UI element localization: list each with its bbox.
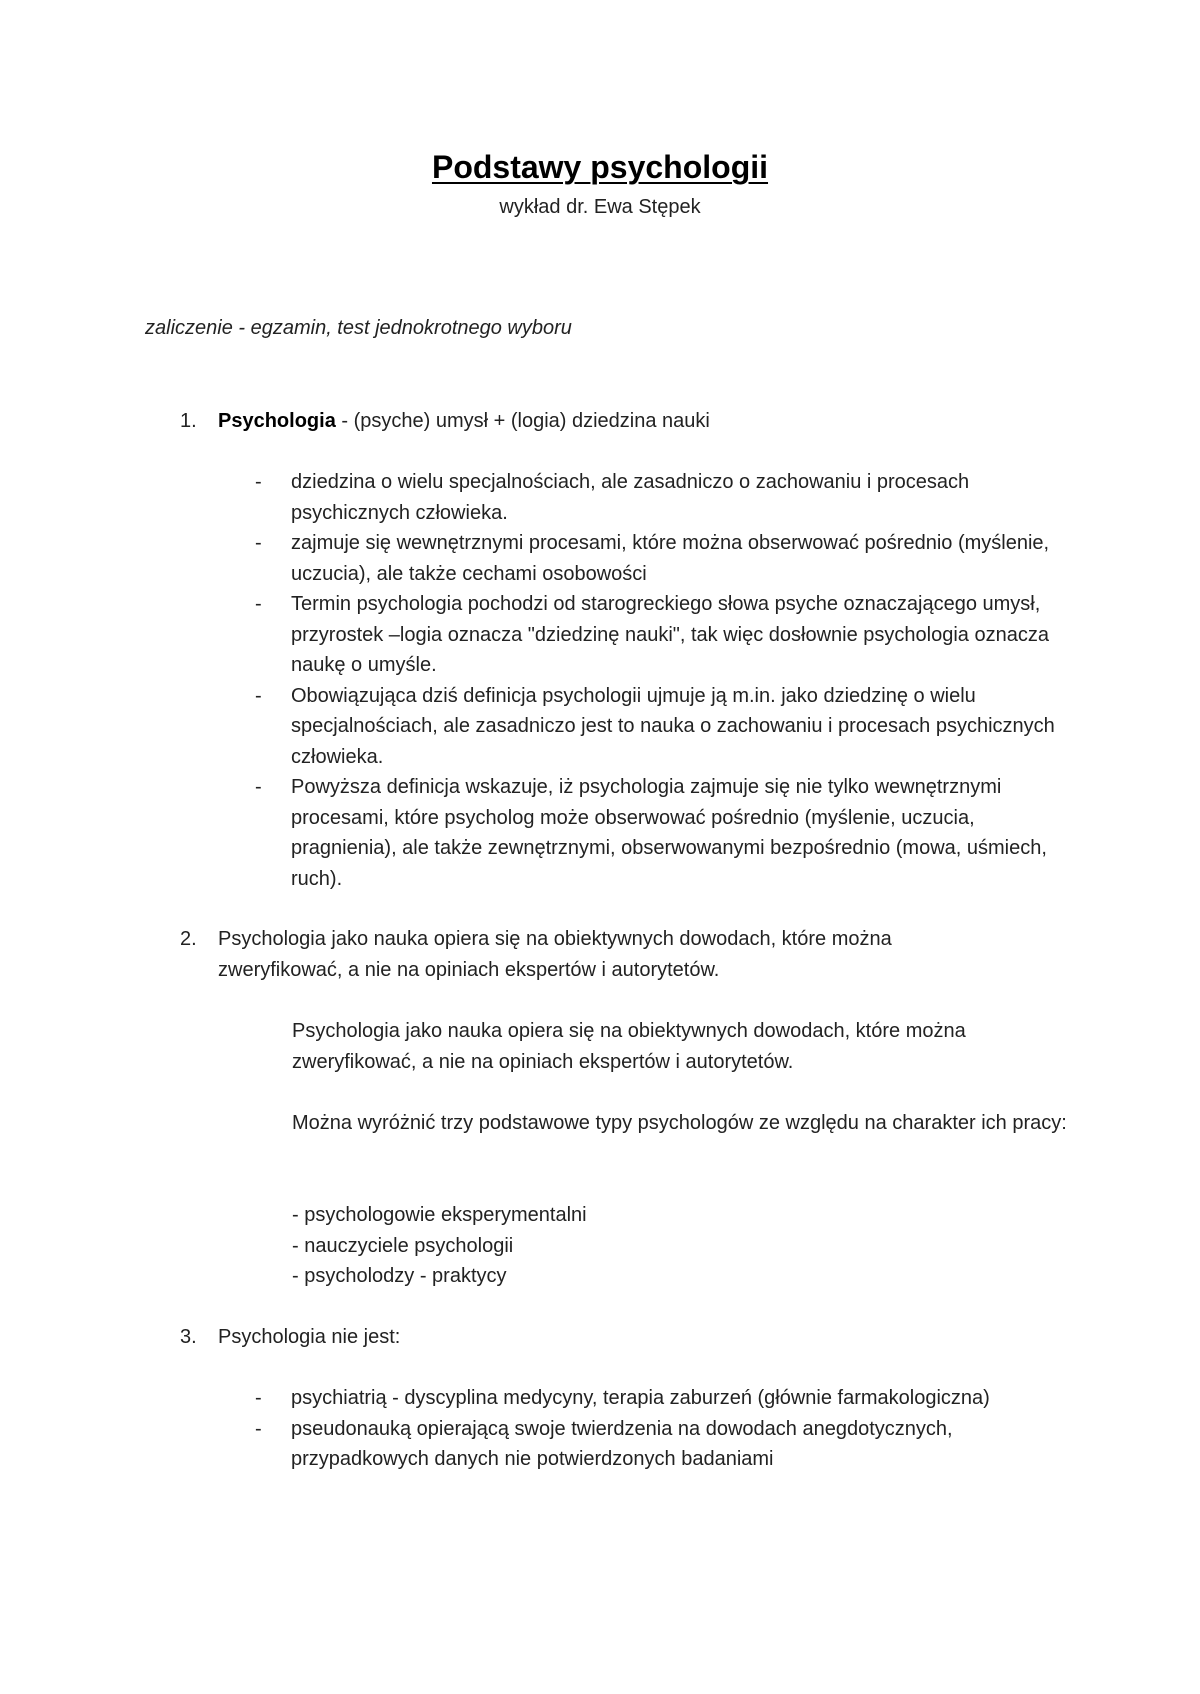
section-3-heading [180,1322,1080,1353]
dash-marker: - [255,684,262,707]
list-item [255,589,1085,681]
section-2-heading [180,924,970,985]
bullet-text: dziedzina o wielu specjalnościach, ale zasadniczo o zachowaniu i procesach psychicznych człowieka. [291,471,970,524]
bullet-text: Obowiązująca dziś definicja psychologii ujmuje ją m.in. jako dziedzinę o wielu specjalnościach, ale zasadniczo jest to nauka o zachowaniu i procesach psychicznych człowieka. [291,684,1055,768]
section-2-paragraph-1: Psychologia jako nauka opiera się na obiektywnych dowodach, które można zweryfikować, a nie na opiniach ekspertów i autorytetów. [292,1020,966,1073]
section-3-number: 3. [180,1326,197,1348]
bullet-text: Termin psychologia pochodzi od starogreckiego słowa psyche oznaczającego umysł, przyrostek –logia oznacza "dziedzinę nauki", tak więc dosłownie psychologia oznacza naukę o umyśle. [291,593,1049,676]
list-item [255,1383,1055,1414]
section-1-number: 1. [180,410,197,432]
dash-marker: - [255,776,262,798]
bullet-text: zajmuje się wewnętrznymi procesami, które można obserwować pośrednio (myślenie, uczucia), ale także cechami osobowości [291,532,1050,585]
dash-marker: - [255,593,262,615]
section-2-types-list [292,1200,1092,1292]
section-1-term: Psychologia [218,410,336,432]
list-item: - psychologowie eksperymentalni [292,1204,587,1226]
bullet-text: pseudonauką opierającą swoje twierdzenia na dowodach anegdotycznych, przypadkowych danych nie potwierdzonych badaniami [291,1417,953,1470]
bullet-text: psychiatrią - dyscyplina medycyny, terapia zaburzeń (głównie farmakologiczna) [291,1387,990,1409]
list-item [255,772,1085,894]
bullet-text: Powyższa definicja wskazuje, iż psychologia zajmuje się nie tylko wewnętrznymi procesami, które psycholog może obserwować pośrednio (myślenie, uczucia, pragnienia), ale także zewnętrznymi, obserwowanymi bezpośrednio (mowa, uśmiech, ruch). [291,776,1047,890]
list-item [255,681,1085,773]
section-1-heading [180,406,1080,437]
document-title: Podstawy psychologii [431,149,769,185]
dash-marker: - [255,471,262,493]
list-item [255,467,1085,528]
list-item: - nauczyciele psychologii [292,1234,514,1257]
document-subtitle: wykład dr. Ewa Stępek [499,196,701,218]
list-item [255,1414,1055,1475]
section-3-text: Psychologia nie jest: [218,1326,401,1348]
intro-note: zaliczenie - egzamin, test jednokrotnego wyboru [145,317,572,339]
section-2-text: Psychologia jako nauka opiera się na obiektywnych dowodach, które można zweryfikować, a nie na opiniach ekspertów i autorytetów. [218,928,892,981]
list-item: - psycholodzy - praktycy [292,1265,507,1287]
dash-marker: - [255,532,262,554]
section-2-number: 2. [180,928,197,950]
section-1-bullet-list [255,467,1085,894]
dash-marker: - [255,1417,262,1440]
section-1-definition: - (psyche) umysł + (logia) dziedzina nauki [335,410,710,432]
dash-marker: - [255,1387,262,1409]
section-3-bullet-list [255,1383,1055,1475]
list-item [255,528,1085,589]
section-2-paragraph-2: Można wyróżnić trzy podstawowe typy psychologów ze względu na charakter ich pracy: [292,1112,1067,1134]
